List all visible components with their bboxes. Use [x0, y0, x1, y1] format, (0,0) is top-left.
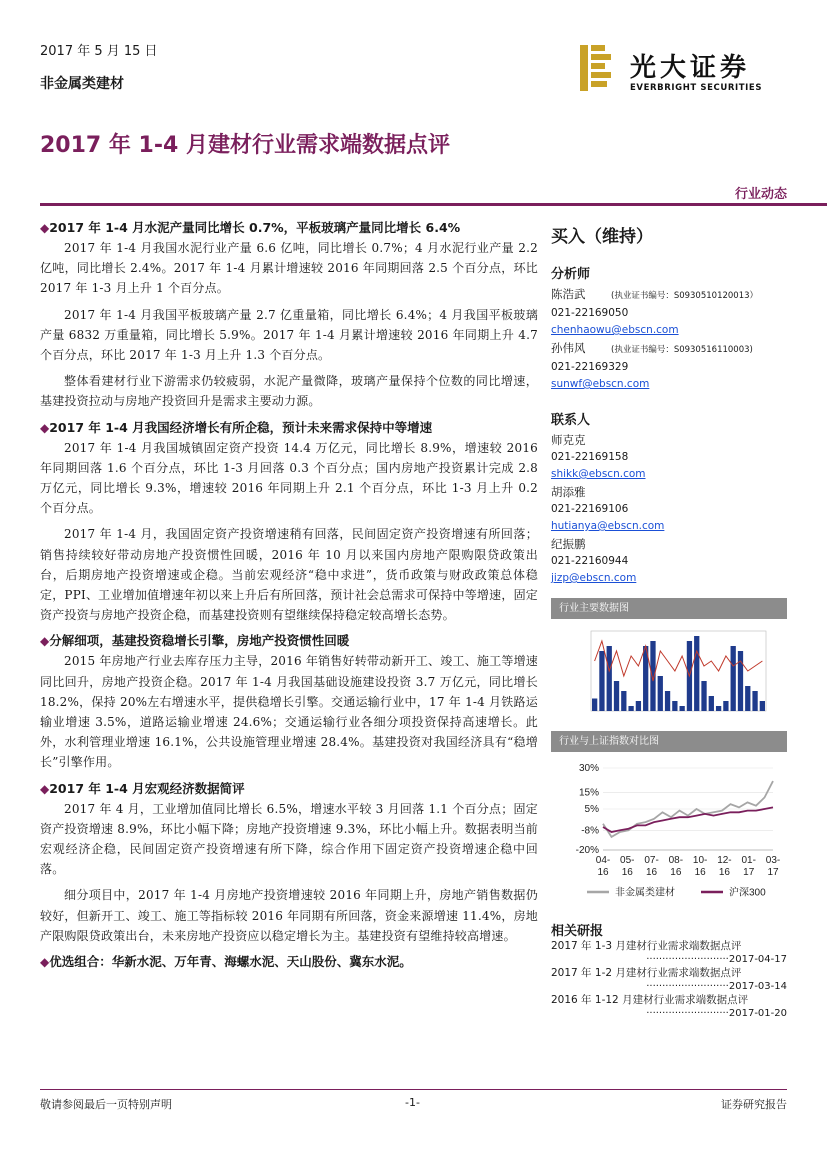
sidebar: [551, 212, 787, 587]
contact-email-link[interactable]: shikk@ebscn.com: [551, 468, 646, 480]
section-heading-text: 2017 年 1-4 月宏观经济数据简评: [49, 780, 245, 796]
main-content: [40, 212, 538, 972]
x-tick-label: 16: [694, 867, 706, 878]
section-heading-text: 分解细项，基建投资稳增长引擎，房地产投资惯性回暖: [49, 633, 350, 649]
bar: [694, 636, 699, 711]
index-comparison-chart: [551, 731, 787, 906]
bar: [760, 701, 765, 711]
analyst-phone: 021-22169050: [551, 307, 629, 319]
x-tick-label: 16: [646, 867, 658, 878]
logo-chinese-name: 光大证券: [630, 53, 751, 83]
x-tick-label: 16: [718, 867, 730, 878]
everbright-logo-icon: [580, 45, 614, 91]
contact-card: [551, 535, 787, 587]
related-title: 2016 年 1-12 月建材行业需求端数据点评: [551, 994, 749, 1006]
bar: [636, 701, 641, 711]
diamond-bullet-icon: ◆: [40, 420, 50, 435]
legend-label: 沪深300: [729, 887, 766, 899]
legend-label: 非金属类建材: [615, 887, 675, 899]
related-research: [551, 920, 787, 1020]
analysts-heading: 分析师: [551, 267, 591, 282]
contact-email-link[interactable]: hutianya@ebscn.com: [551, 520, 665, 532]
footer-report-label: 证券研究报告: [721, 1098, 787, 1111]
diamond-bullet-icon: ◆: [40, 634, 50, 649]
analyst-email-link[interactable]: sunwf@ebscn.com: [551, 378, 650, 390]
related-heading: 相关研报: [551, 924, 604, 939]
related-date: ··························2017-01-20: [646, 1008, 787, 1019]
related-item[interactable]: [551, 939, 787, 966]
diamond-bullet-icon: ◆: [40, 221, 50, 235]
logo-english-name: EVERBRIGHT SECURITIES: [630, 83, 763, 93]
section-heading: [40, 631, 538, 651]
chart-title-bar: 行业与上证指数对比图: [551, 731, 787, 752]
diamond-bullet-icon: ◆: [40, 955, 50, 970]
section-heading: [40, 952, 538, 972]
x-tick-label: 08-: [668, 855, 684, 866]
bar: [738, 651, 743, 711]
rating: 买入（维持）: [551, 227, 653, 247]
contact-phone: 021-22160944: [551, 555, 629, 567]
x-tick-label: 07-: [644, 855, 659, 866]
x-tick-label: 03-: [765, 855, 781, 866]
page-number: -1-: [405, 1096, 420, 1109]
paragraph: 2015 年房地产行业去库存压力主导，2016 年销售好转带动新开工、竣工、施工等增速同比回升，房地产投资企稳。2017 年 1-4 月我国基础设施建设投资 3.7 万亿元，同比增长 18.2%，保持 20%左右增速水平，提供稳增长引擎。交通运输行业中，17 年 1-4 月铁路运输业增速 3.5%，道路运输业增速 24.6%；交通运输行业各细分项投资保持高速增长。此外，水利管理业增速 16.1%，公共设施管理业增速 28.4%。基建投资对我国经济具有“稳增长”引擎作用。: [40, 654, 538, 770]
section-heading: [40, 418, 538, 438]
paragraph: 整体看建材行业下游需求仍较疲弱，水泥产量微降，玻璃产量保持个位数的同比增速，基建投资拉动与房地产投资回升是需求主要动力源。: [40, 374, 538, 409]
x-tick-label: 01-: [741, 855, 756, 866]
bar: [731, 646, 736, 711]
y-tick-label: -20%: [575, 845, 599, 856]
bar: [658, 676, 663, 711]
series-line: [603, 807, 773, 832]
bar: [607, 646, 612, 711]
bar: [614, 681, 619, 711]
diamond-bullet-icon: ◆: [40, 781, 50, 796]
related-title: 2017 年 1-3 月建材行业需求端数据点评: [551, 940, 742, 952]
paragraph: 2017 年 1-4 月我国平板玻璃产量 2.7 亿重量箱，同比增长 6.4%；4 月我国平板玻璃产量 6832 万重量箱，同比增长 5.9%。2017 年 1-4 月累计增速较 2016 年同期上升 4.7 个百分点，环比 2017 年 1-3 月上升 1.3 个百分点。: [40, 307, 538, 363]
x-tick-label: 16: [670, 867, 682, 878]
y-tick-label: 5%: [584, 804, 599, 815]
section-heading-text: 优选组合：华新水泥、万年青、海螺水泥、天山股份、冀东水泥。: [49, 954, 412, 970]
analyst-email-link[interactable]: chenhaowu@ebscn.com: [551, 324, 679, 336]
paragraph: 细分项目中，2017 年 1-4 月房地产投资增速较 2016 年同期上升，房地产销售数据仍较好，但新开工、竣工、施工等指标较 2016 年同期有所回落，资金来源增速 11.4%，房地产限购限贷政策出台，未来房地产投资应以稳定增长为主。基建投资有望维持较高增速。: [40, 888, 538, 943]
report-type: 行业动态: [734, 187, 787, 202]
footer-divider: [40, 1089, 787, 1090]
analyst-license: (执业证书编号：S0930516110003): [611, 345, 753, 355]
analyst-name: 陈浩武: [551, 287, 586, 301]
analyst-phone: 021-22169329: [551, 361, 629, 373]
bar: [592, 699, 597, 712]
chart-title-bar: 行业主要数据图: [551, 598, 787, 619]
contact-phone: 021-22169106: [551, 503, 629, 515]
bar: [680, 706, 685, 711]
contact-phone: 021-22169158: [551, 451, 629, 463]
section-heading: [40, 218, 538, 238]
contact-name: 胡添雅: [551, 485, 586, 499]
industry-data-chart: [551, 598, 787, 723]
bar: [709, 696, 714, 711]
index-comparison-chart-svg: [551, 752, 787, 902]
bar: [752, 691, 757, 711]
contact-name: 师克克: [551, 433, 586, 447]
related-date: ··························2017-03-14: [646, 981, 787, 992]
x-tick-label: 04-: [595, 855, 611, 866]
paragraph: 2017 年 1-4 月我国水泥行业产量 6.6 亿吨，同比增长 0.7%；4 月水泥行业产量 2.2 亿吨，同比增长 2.4%。2017 年 1-4 月累计增速较 2016 年同期回落 2.5 个百分点，环比 2017 年 1-3 月上升 1 个百分点。: [40, 241, 538, 296]
paragraph: 2017 年 1-4 月我国城镇固定资产投资 14.4 万亿元，同比增长 8.9%，增速较 2016 年同期回落 1.6 个百分点，环比 1-3 月回落 0.3 个百分点；国内房地产投资累计完成 2.8 万亿元，同比增长 9.3%，增速较 2016 年同期上升 2.1 个百分点，环比 1-3 月上升 0.2 个百分点。: [40, 440, 538, 516]
y-tick-label: -8%: [581, 825, 599, 837]
report-title: 2017 年 1-4 月建材行业需求端数据点评: [40, 133, 450, 158]
contact-card: [551, 483, 787, 535]
related-date: ··························2017-04-17: [646, 954, 787, 965]
contact-name: 纪振鹏: [551, 537, 586, 551]
bar: [716, 706, 721, 711]
x-tick-label: 16: [621, 867, 633, 878]
bar: [650, 641, 655, 711]
related-item[interactable]: [551, 966, 787, 993]
sector-name: 非金属类建材: [40, 76, 124, 92]
analyst-card: [551, 339, 787, 393]
analyst-license: (执业证书编号：S0930510120013）: [611, 291, 759, 301]
bar: [672, 701, 677, 711]
x-tick-label: 05-: [620, 855, 635, 866]
report-date: 2017 年 5 月 15 日: [40, 44, 158, 59]
analyst-card: [551, 285, 787, 339]
contact-email-link[interactable]: jizp@ebscn.com: [551, 572, 637, 584]
bar: [701, 681, 706, 711]
industry-data-chart-svg: [551, 619, 787, 719]
paragraph: 2017 年 1-4 月，我国固定资产投资增速稍有回落，民间固定资产投资增速有所回落；销售持续较好带动房地产投资惯性回暖，2016 年 10 月以来国内房地产限购限贷政策出台，后期房地产投资增速或企稳。当前宏观经济“稳中求进”，货币政策与财政政策总体稳定，PPI、工业增加值增速年初以来上升后有所回落，预计社会总需求可保持中等增速，固定资产投资与房地产投资企稳，而基建投资则有望继续保持稳定较高增长态势。: [40, 527, 538, 623]
x-tick-label: 16: [597, 867, 609, 878]
related-title: 2017 年 1-2 月建材行业需求端数据点评: [551, 967, 742, 979]
x-tick-label: 12-: [717, 855, 732, 866]
bar: [621, 691, 626, 711]
x-tick-label: 10-: [692, 855, 708, 866]
analyst-name: 孙伟风: [551, 341, 586, 355]
contacts-heading: 联系人: [551, 413, 591, 428]
footer-disclaimer: 敬请参阅最后一页特别声明: [40, 1098, 172, 1111]
section-heading: [40, 779, 538, 799]
contact-card: [551, 431, 787, 483]
bar: [723, 701, 728, 711]
bar: [599, 651, 604, 711]
x-tick-label: 17: [743, 867, 755, 878]
bar: [628, 706, 633, 711]
bar: [745, 686, 750, 711]
y-tick-label: 30%: [578, 763, 599, 774]
bar: [665, 691, 670, 711]
related-item[interactable]: [551, 993, 787, 1020]
section-heading-text: 2017 年 1-4 月我国经济增长有所企稳，预计未来需求保持中等增速: [49, 419, 433, 435]
section-heading-text: 2017 年 1-4 月水泥产量同比增长 0.7%，平板玻璃产量同比增长 6.4%: [49, 220, 461, 235]
header-divider: [40, 203, 827, 206]
paragraph: 2017 年 4 月，工业增加值同比增长 6.5%，增速水平较 3 月回落 1.1 个百分点；固定资产投资增速 8.9%，环比小幅下降；房地产投资增速 9.3%，环比小幅上升。数据表明当前宏观经济企稳，民间固定资产投资增速有所下降，综合作用下固定资产投资增速企稳中回落。: [40, 801, 538, 877]
x-tick-label: 17: [767, 867, 779, 878]
y-tick-label: 15%: [578, 787, 599, 799]
company-logo: [580, 45, 790, 95]
